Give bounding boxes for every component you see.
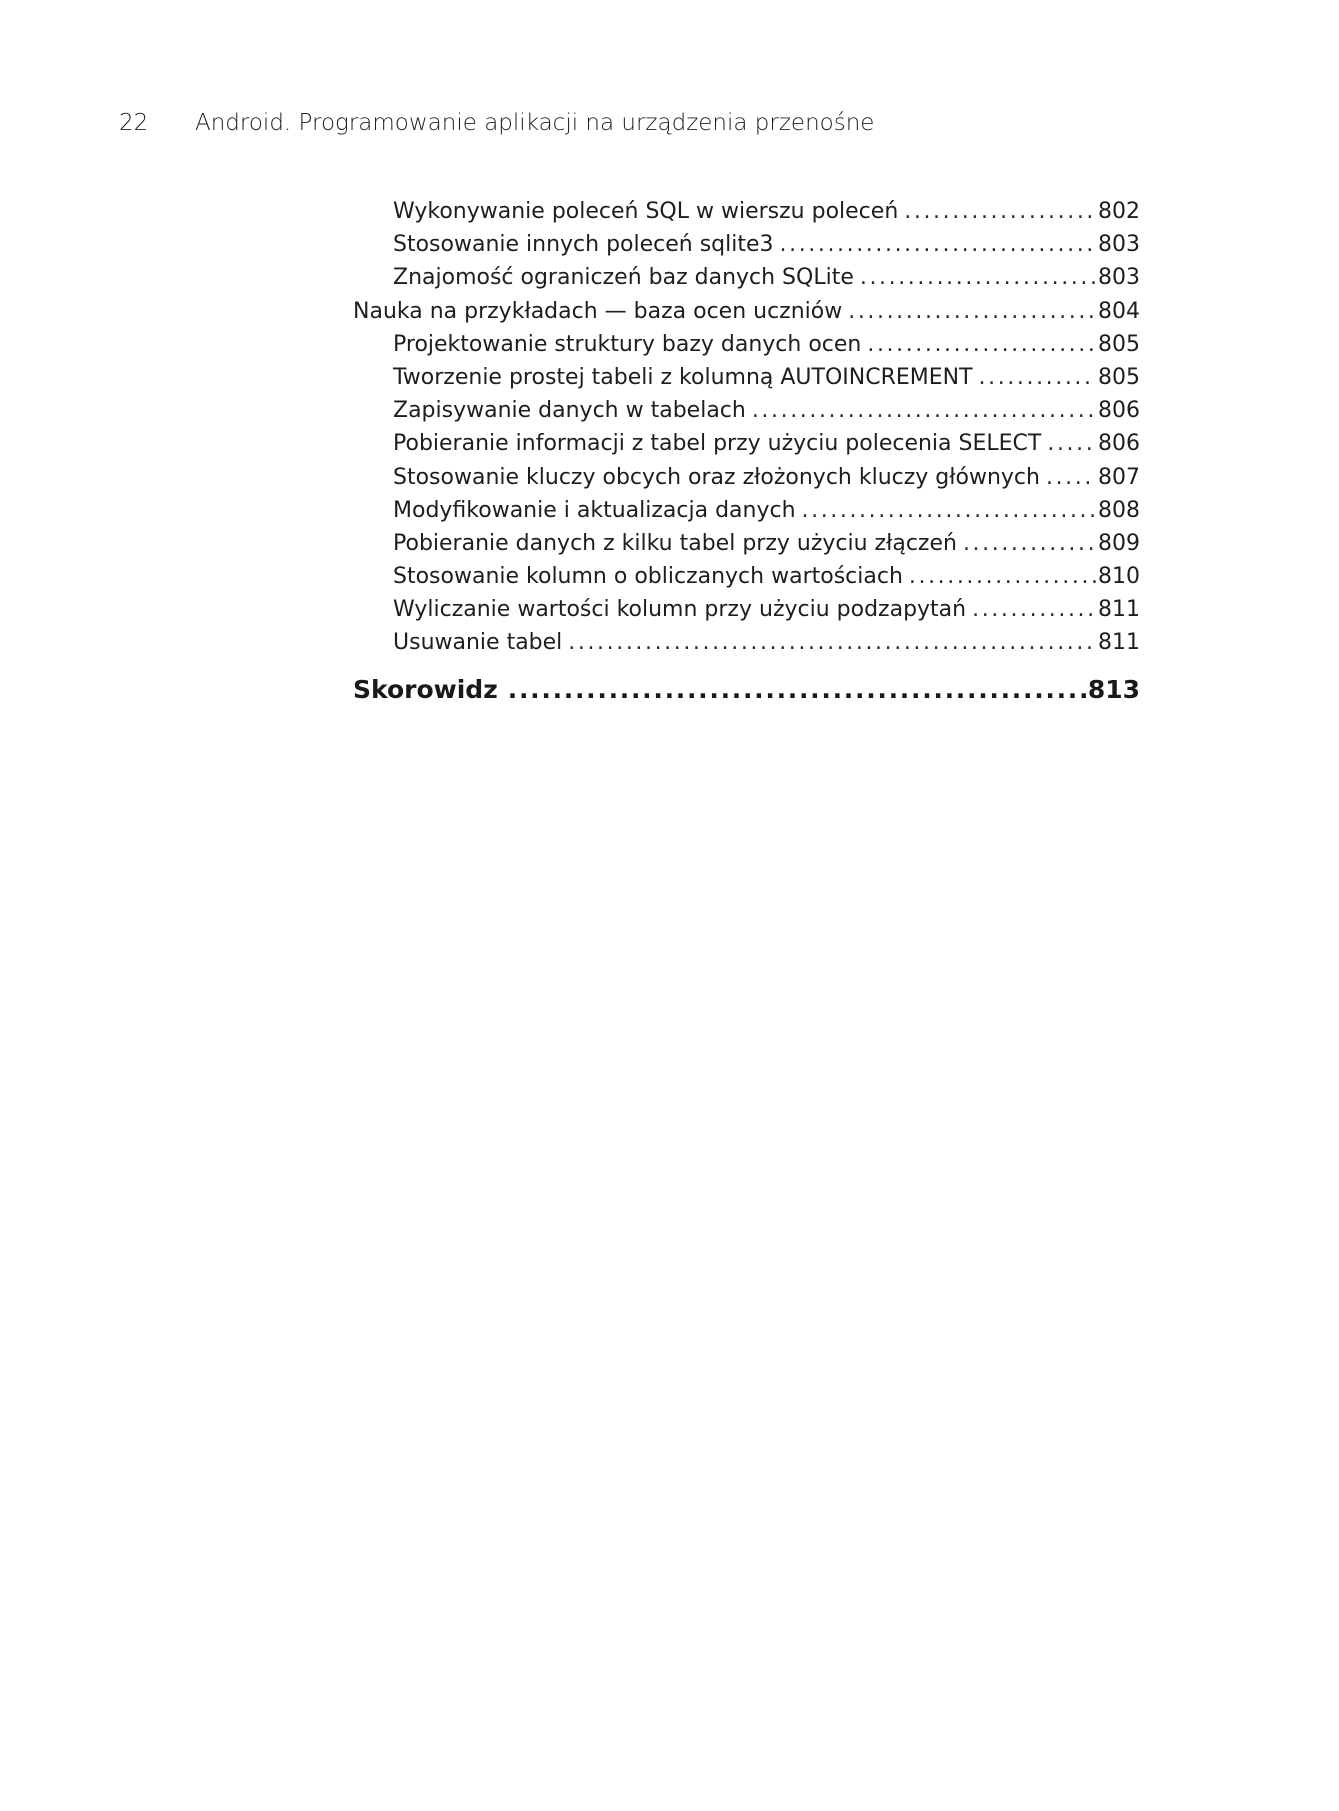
dot-leader bbox=[860, 261, 1096, 294]
toc-entry-title: Tworzenie prostej tabeli z kolumną AUTOINCREMENT bbox=[393, 364, 973, 390]
toc-entry-title: Pobieranie danych z kilku tabel przy użyciu złączeń bbox=[393, 530, 957, 556]
toc-entry-page: 806 bbox=[1098, 398, 1140, 424]
toc-entry[interactable] bbox=[353, 527, 1140, 560]
dot-leader bbox=[963, 527, 1096, 560]
toc-entry-page: 808 bbox=[1098, 497, 1140, 523]
toc-chapter-index[interactable] bbox=[353, 672, 1140, 708]
toc-entry-title: Usuwanie tabel bbox=[393, 630, 563, 656]
toc-entry[interactable] bbox=[353, 626, 1140, 659]
toc-entry-page: 803 bbox=[1098, 232, 1140, 258]
toc-entry-title: Znajomość ograniczeń baz danych SQLite bbox=[393, 265, 854, 291]
dot-leader bbox=[1047, 427, 1096, 460]
toc-section-title: Nauka na przykładach — baza ocen uczniów bbox=[353, 298, 843, 324]
toc-entry-page: 811 bbox=[1098, 597, 1140, 623]
dot-leader bbox=[508, 672, 1086, 708]
dot-leader bbox=[802, 494, 1096, 527]
dot-leader bbox=[752, 394, 1096, 427]
toc-entry-title: Stosowanie kolumn o obliczanych wartościach bbox=[393, 564, 903, 590]
toc-entry-title: Projektowanie struktury bazy danych ocen bbox=[393, 331, 862, 357]
toc-entry[interactable] bbox=[353, 593, 1140, 626]
toc-entry-title: Stosowanie innych poleceń sqlite3 bbox=[393, 232, 774, 258]
dot-leader bbox=[568, 626, 1096, 659]
dot-leader bbox=[848, 295, 1096, 328]
toc-chapter-page: 813 bbox=[1087, 674, 1140, 704]
toc-entry[interactable] bbox=[353, 394, 1140, 427]
toc-entry[interactable] bbox=[353, 228, 1140, 261]
dot-leader bbox=[867, 328, 1096, 361]
page-number: 22 bbox=[119, 110, 149, 136]
running-head bbox=[119, 108, 874, 138]
toc-entry-page: 811 bbox=[1098, 630, 1140, 656]
toc-entry-title: Wyliczanie wartości kolumn przy użyciu podzapytań bbox=[393, 597, 967, 623]
dot-leader bbox=[780, 228, 1096, 261]
toc-entry-title: Stosowanie kluczy obcych oraz złożonych kluczy głównych bbox=[393, 464, 1040, 490]
dot-leader bbox=[972, 593, 1096, 626]
toc-entry-page: 805 bbox=[1098, 364, 1140, 390]
toc-entry-page: 803 bbox=[1098, 265, 1140, 291]
toc-entry[interactable] bbox=[353, 328, 1140, 361]
toc-entry[interactable] bbox=[353, 494, 1140, 527]
dot-leader bbox=[909, 560, 1096, 593]
toc-chapter-title: Skorowidz bbox=[353, 674, 498, 704]
toc-section-page: 804 bbox=[1098, 298, 1140, 324]
table-of-contents bbox=[353, 195, 1140, 708]
toc-entry[interactable] bbox=[353, 461, 1140, 494]
toc-entry-page: 809 bbox=[1098, 530, 1140, 556]
toc-entry-page: 810 bbox=[1098, 564, 1140, 590]
toc-entry-title: Zapisywanie danych w tabelach bbox=[393, 398, 746, 424]
toc-entry-page: 806 bbox=[1098, 431, 1140, 457]
toc-entry[interactable] bbox=[353, 560, 1140, 593]
toc-entry-title: Modyfikowanie i aktualizacja danych bbox=[393, 497, 796, 523]
toc-entry-page: 807 bbox=[1098, 464, 1140, 490]
toc-entry[interactable] bbox=[353, 195, 1140, 228]
toc-entry-title: Wykonywanie poleceń SQL w wierszu poleceń bbox=[393, 199, 899, 224]
toc-entry-page: 805 bbox=[1098, 331, 1140, 357]
dot-leader bbox=[1046, 461, 1096, 494]
toc-entry[interactable] bbox=[353, 261, 1140, 294]
toc-entry[interactable] bbox=[353, 427, 1140, 460]
toc-section[interactable] bbox=[353, 295, 1140, 328]
book-title: Android. Programowanie aplikacji na urządzenia przenośne bbox=[195, 110, 875, 136]
toc-entry-page: 802 bbox=[1098, 199, 1140, 224]
dot-leader bbox=[904, 195, 1096, 228]
toc-entry[interactable] bbox=[353, 361, 1140, 394]
dot-leader bbox=[979, 361, 1096, 394]
toc-entry-title: Pobieranie informacji z tabel przy użyciu polecenia SELECT bbox=[393, 431, 1042, 457]
